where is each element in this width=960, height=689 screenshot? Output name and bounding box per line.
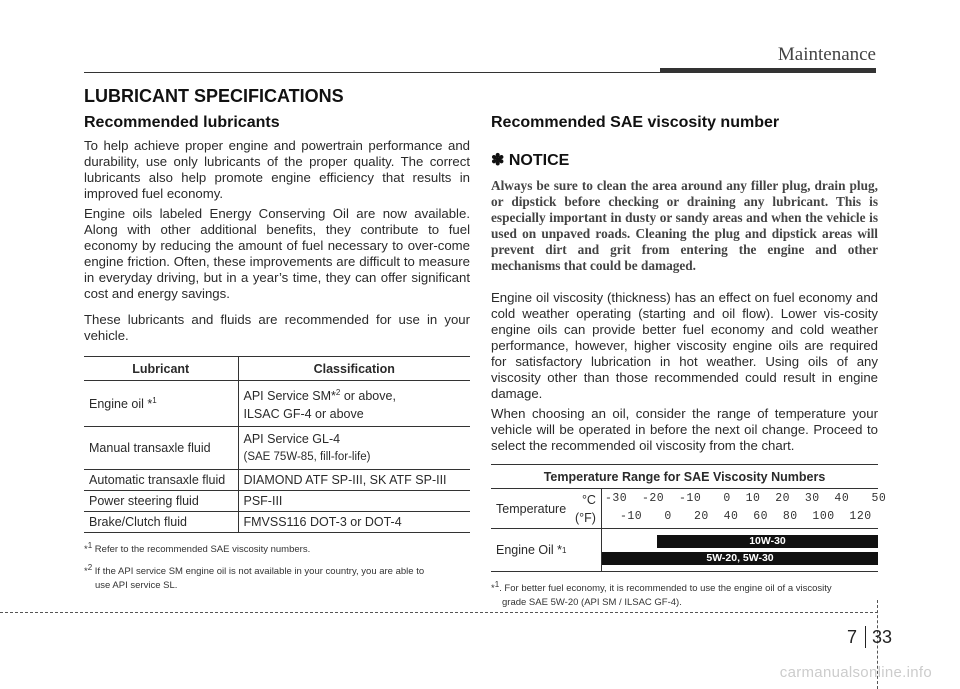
classification-cell: API Service GL-4 (SAE 75W-85, fill-for-life) xyxy=(238,427,470,470)
table-row xyxy=(84,491,470,512)
viscosity-bars xyxy=(601,529,878,571)
fahrenheit-scale: -10 0 20 40 60 80 100 120 xyxy=(620,510,872,523)
lubricant-cell: Manual transaxle fluid xyxy=(84,427,238,470)
viscosity-heading: Recommended SAE viscosity number xyxy=(491,114,780,131)
notice-body: Always be sure to clean the area around any filler plug, drain plug, or dipstick before checking or draining any lubricant. This is especially important in dusty or sandy areas and when the vehicle is used on unpaved roads. Cleaning the plug and dipstick areas will prevent dirt and grit from entering the engine and other mechanisms that could be damaged. xyxy=(491,178,878,273)
recommended-lubricants-heading: Recommended lubricants xyxy=(84,114,280,131)
temperature-label: Temperature °C (°F) xyxy=(496,493,596,525)
footnote: *$^1$. For better fuel economy, it is recommended to use the engine oil of a viscosity grade SAE 5W-20 (API SM / ILSAC GF-4). xyxy=(491,580,832,609)
engine-oil-row xyxy=(491,529,878,571)
page-number-divider xyxy=(865,626,866,648)
watermark: carmanualsonline.info xyxy=(779,664,932,681)
temperature-row xyxy=(491,489,887,529)
page-number xyxy=(847,626,892,648)
chapter-number: 7 xyxy=(846,626,857,647)
table-row xyxy=(84,470,470,491)
classification-cell: API Service SM*$^2$ or above, ILSAC GF-4 or above xyxy=(238,381,470,427)
lubricant-cell: Engine oil *$^1$ xyxy=(84,381,238,427)
table-row xyxy=(84,512,470,533)
lubricant-cell: Automatic transaxle fluid xyxy=(84,470,238,491)
temperature-units: °C (°F) xyxy=(575,493,596,525)
paragraph: These lubricants and fluids are recommended for use in your vehicle. xyxy=(84,312,470,343)
temperature-scale xyxy=(601,489,887,528)
classification-cell: FMVSS116 DOT-3 or DOT-4 xyxy=(238,512,470,533)
celsius-scale: -30 -20 -10 0 10 20 30 40 50 xyxy=(605,492,887,505)
paragraph: To help achieve proper engine and powertrain performance and durability, use only lubricants of the proper quality. The correct lubricants also help promote engine efficiency that results in improved fuel economy. xyxy=(84,138,470,201)
left-column xyxy=(84,112,470,593)
table-header-row xyxy=(84,357,470,381)
header-rule-accent xyxy=(660,68,876,73)
engine-oil-label: Engine Oil * 1 xyxy=(496,543,567,557)
lubricant-table xyxy=(84,356,470,533)
lubricant-cell: Power steering fluid xyxy=(84,491,238,512)
viscosity-table-title: Temperature Range for SAE Viscosity Numbers xyxy=(491,465,878,489)
classification-cell: DIAMOND ATF SP-III, SK ATF SP-III xyxy=(238,470,470,491)
column-header: Classification xyxy=(238,357,470,381)
footnote: *$^1$ Refer to the recommended SAE viscosity numbers. *$^2$ If the API service SM engine oil is not available in your country, you are able to use API service SL. xyxy=(84,541,425,592)
column-header: Lubricant xyxy=(84,357,238,381)
header-rule xyxy=(84,72,660,73)
footer-rule xyxy=(0,612,878,613)
page-number-value: 33 xyxy=(871,626,892,647)
paragraph: When choosing an oil, consider the range of temperature your vehicle will be operated in before the next oil change. Proceed to select the recommended oil viscosity from the chart. xyxy=(491,406,878,453)
viscosity-bar-10w30: 10W-30 xyxy=(657,535,878,548)
viscosity-bar-5w20-5w30: 5W-20, 5W-30 xyxy=(602,552,878,565)
viscosity-table xyxy=(491,464,887,572)
notice-title: ✽ NOTICE xyxy=(491,152,570,169)
main-heading: LUBRICANT SPECIFICATIONS xyxy=(84,86,344,106)
classification-cell: PSF-III xyxy=(238,491,470,512)
paragraph: Engine oils labeled Energy Conserving Oil are now available. Along with other additional benefits, they contribute to fuel economy by reducing the amount of fuel necessary to over-come engine friction. Often, these improvements are difficult to measure in everyday driving, but in a year’s time, they can offer significant cost and energy savings. xyxy=(84,206,470,301)
section-title: Maintenance xyxy=(777,44,876,65)
table-row xyxy=(84,427,470,470)
right-column xyxy=(491,112,887,610)
lubricant-cell: Brake/Clutch fluid xyxy=(84,512,238,533)
paragraph: Engine oil viscosity (thickness) has an effect on fuel economy and cold weather operating (starting and oil flow). Lower vis-cosity engine oils can provide better fuel economy and cold weather performance, however, higher viscosity engine oils are required for satisfactory lubrication in hot weather. Using oils of any viscosity other than those recommended could result in engine damage. xyxy=(491,290,878,401)
table-row xyxy=(84,381,470,427)
